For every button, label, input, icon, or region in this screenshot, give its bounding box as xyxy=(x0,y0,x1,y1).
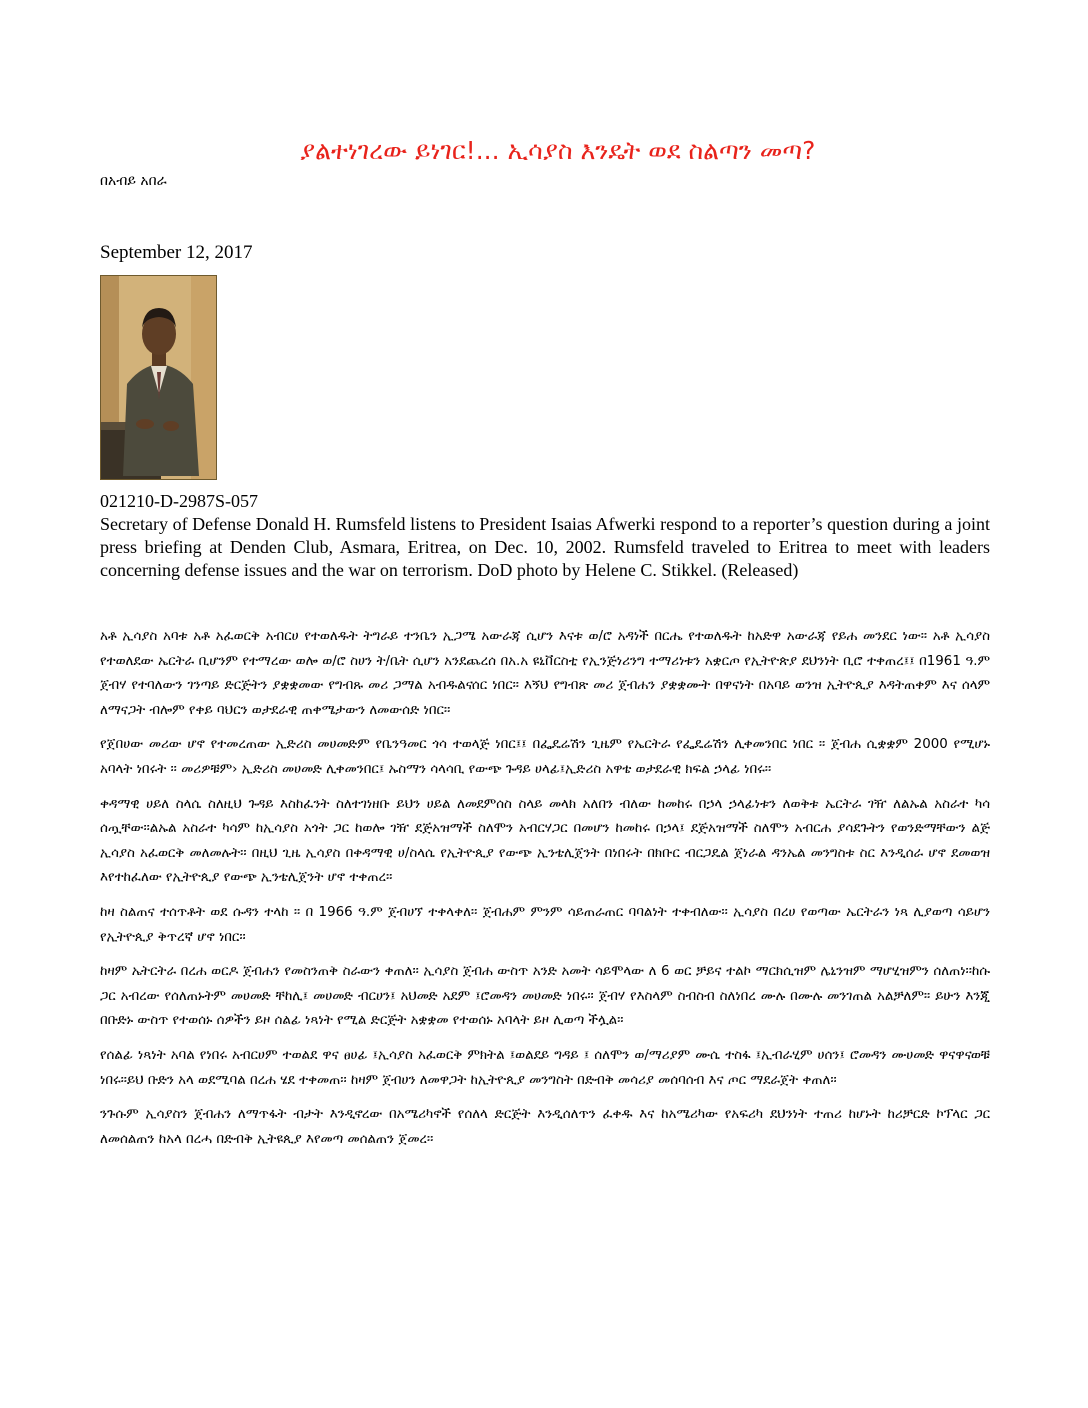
portrait-photo xyxy=(100,275,217,480)
photo-caption xyxy=(100,490,990,582)
paragraph: ከዛ ስልጠና ተሰጥቶት ወደ ሱዳን ተላከ ፡፡ በ 1966 ዓ.ም ጀብሀኘ ተቀላቀለ፡፡ ጀብሐም ምንም ሳይጠራጠር ባባልነት ተቀብለው፡፡ ኢሳያስ በረሀ የወጣው ኤርትራን ነጻ ሊያወጣ ሳይሆን የኢትዮጲያ ቅጥረኛ ሆኖ ነበር፡፡ xyxy=(100,904,990,945)
paragraph: ቀዳማዊ ሀይለ ስላሴ ስለዚህ ጉዳይ እስከፈንት ስለተገነዘቡ ይህን ሀይል ለመደምሰስ ስላይ መላክ አለበን ብለው ከመከሩ በኃላ ኃላፊነቱን ለወቅቱ ኤርትራ ገዥ ለልኡል አስራተ ካሳ ሰጧቸው፡፡ልኡል አስራተ ካሳም ከኢሳያስ አጎት ጋር ከወሎ ገዥ ደጅአዝማች ስለሞን አብርሃጋር በመሆን ከመከሩ በኃላ፤ ደጅአዝማች ስለሞን አብርሐ ያሳደጉትን የወንድማቸውን ልጅ ኢሳያስ አፈወርቅ መለመሉት፡፡ በዚህ ጊዜ ኢሳያስ በቀዳማዊ ሀ/ስላሴ የኢትዮጲያ የውጭ ኢንቴሊጀንት በነበሩት በክቡር ብርጋዴል ጀነራል ዳንኤል መንግስቱ ስር እንዲሰራ ሆኖ ደመወዝ እየተከፈለው የኢትዮጲያ የውጭ ኢንቴሊጀንት ሆኖ ተቀጠረ፡፡ xyxy=(100,796,990,886)
paragraph: ንጉሱም ኢሳያስን ጀብሐን ለማጥፋት ብታት እንዲኖረው በአሜሪካኖች የሰለላ ድርጅት እንዲሰለጥን ፈቀዱ እና ከአሜሪካው የአፍሪካ ደህንነት ተጠሪ ከሆኑት ከሪቻርድ ኮፕላር ጋር ለመሰልጠን ከአላ በረሓ በድብቅ ኢትዩጲያ እየመጣ መሰልጠን ጀመረ፡፡ xyxy=(100,1107,990,1147)
paragraph: የጀበሀው መሪው ሆኖ የተመረጠው ኢድሪስ መሀመድም የቤንዓመር ጎሳ ተወላጅ ነበር፤፤ በፌዴሬሽን ጊዜም የኤርትራ የፌዴሬሽን ሊቀመንበር ነበር ፡፡ ጀብሐ ሲቋቋም 2000 የሚሆኑ አባላት ነበሩት ፡፡ መሪዎቹም› ኢድሪስ መሀመድ ሊቀመንበር፤ ኡስማን ሳላሳቢ የውጭ ጉዳይ ሀላፊ፤ኢድሪስ አዋቴ ወታደራዊ ክፍል ኃላፊ ነበሩ፡፡ xyxy=(100,737,990,777)
paragraph: አቶ ኢሳያስ አባቱ አቶ አፈወርቅ አብርሀ የተወለዱት ትግራይ ተንቤን ኢጋሜ አውራጃ ሲሆን እናቱ ወ/ሮ አዳነች በርሔ የተወለዱት ከአድዋ አውራጃ የይሐ መንደር ነው፡፡ አቶ ኢሳያስ የተወለደው ኤርትራ ቢሆንም የተማረው ወሎ ወ/ሮ ስሀን ት/ቤት ሲሆን አንደጨረሰ በአ.አ ዩኒቨርስቲ የኢንጅነሪንግ ተማሪነቱን አቋርጦ የኢትዮጵያ ደህንነት ቢሮ ተቀጠረ፤፤ በ1961 ዓ.ም ጀብሃ የተባለውን ገንጣይ ድርጅትን ያቋቋመው የግብጹ መሪ ጋማል አብዱልናሰር ነበር፡፡ እኝህ የግብጽ መሪ ጀብሐን ያቋቋሙት በዋናነት በአባይ ወንዝ ኢትዮጲያ እዳትጠቀም እና ሰላም ለማናጋት ብሎም የቀይ ባህርን ወታደራዊ ጠቀሜታውን ለመውሰድ ነበር፡፡ xyxy=(100,629,990,718)
article-byline: በአብይ አበራ xyxy=(100,173,167,189)
caption-text: Secretary of Defense Donald H. Rumsfeld listens to President Isaias Afwerki respond to a reporter’s question during a joint press briefing at Denden Club, Asmara, Eritrea, on Dec. 10, 2002. Rumsfeld traveled to Eritrea to meet with leaders concerning defense issues and the war on terrorism. DoD photo by Helene C. Stikkel. (Released) xyxy=(100,514,990,580)
article-date: September 12, 2017 xyxy=(100,242,253,263)
portrait-photo-icon xyxy=(101,276,216,479)
caption-id: 021210-D-2987S-057 xyxy=(100,491,258,511)
article-body xyxy=(100,625,990,1162)
article-title: ያልተነገረው ይነገር!... ኢሳያስ እንዴት ወደ ስልጣን መጣ? xyxy=(300,136,816,165)
paragraph: ከዛም ኤትርትራ በረሐ ወርዶ ጀብሐን የመስንጠቅ ስራውን ቀጠለ፡፡ ኢሳያስ ጀብሐ ውስጥ አንድ አመት ሳይሞላው ለ 6 ወር ቻይና ተልኮ ማርክሲዝም ሌኒንዝም ማሆሂዝምን ሰለጠነ፡፡ከሱ ጋር አብረው የሰለጠኑትም መሀመድ ቸከሊ፤ መሀመድ ብርሀን፤ አህመድ አደም ፤ሮመዳን መሀመድ ነበሩ፡፡ ጀብሃ የእስላም ስብስብ ስለነበረ ሙሉ በሙሉ መንገጠል አልቻለም፡፡ ይሁን እንጂ በቡድኑ ውስጥ የተወሰኑ ሰዎችን ይዞ ሰልፊ ነጻነት የሚል ድርጅት አቋቋመ የተወሰኑ አባላት ይዞ ሊወጣ ችሏል፡፡ xyxy=(100,964,990,1029)
paragraph: የሰልፊ ነጻነት አባል የነበሩ አብርሀም ተወልደ ዋና ፀሀፊ ፤ኢሳያስ አፈወርቅ ምክትል ፤ወልደይ ግዳይ ፤ ሰለሞን ወ/ማሪያም ሙሴ ተስፋ ፤ኢብራሂም ሀሰን፤ ሮመዳን ሙሀመድ ዋናዋናወቹ ነበሩ፡፡ይህ ቡድን አላ ወደሚባል በረሐ ሄደ ተቀመጠ፡፡ ከዛም ጀብሀን ለመዋጋት ከኢትዮጲያ መንግስት በድብቅ መሳሪያ መሰባሰብ እና ጦር ማደራጀት ቀጠለ፡፡ xyxy=(100,1047,990,1088)
